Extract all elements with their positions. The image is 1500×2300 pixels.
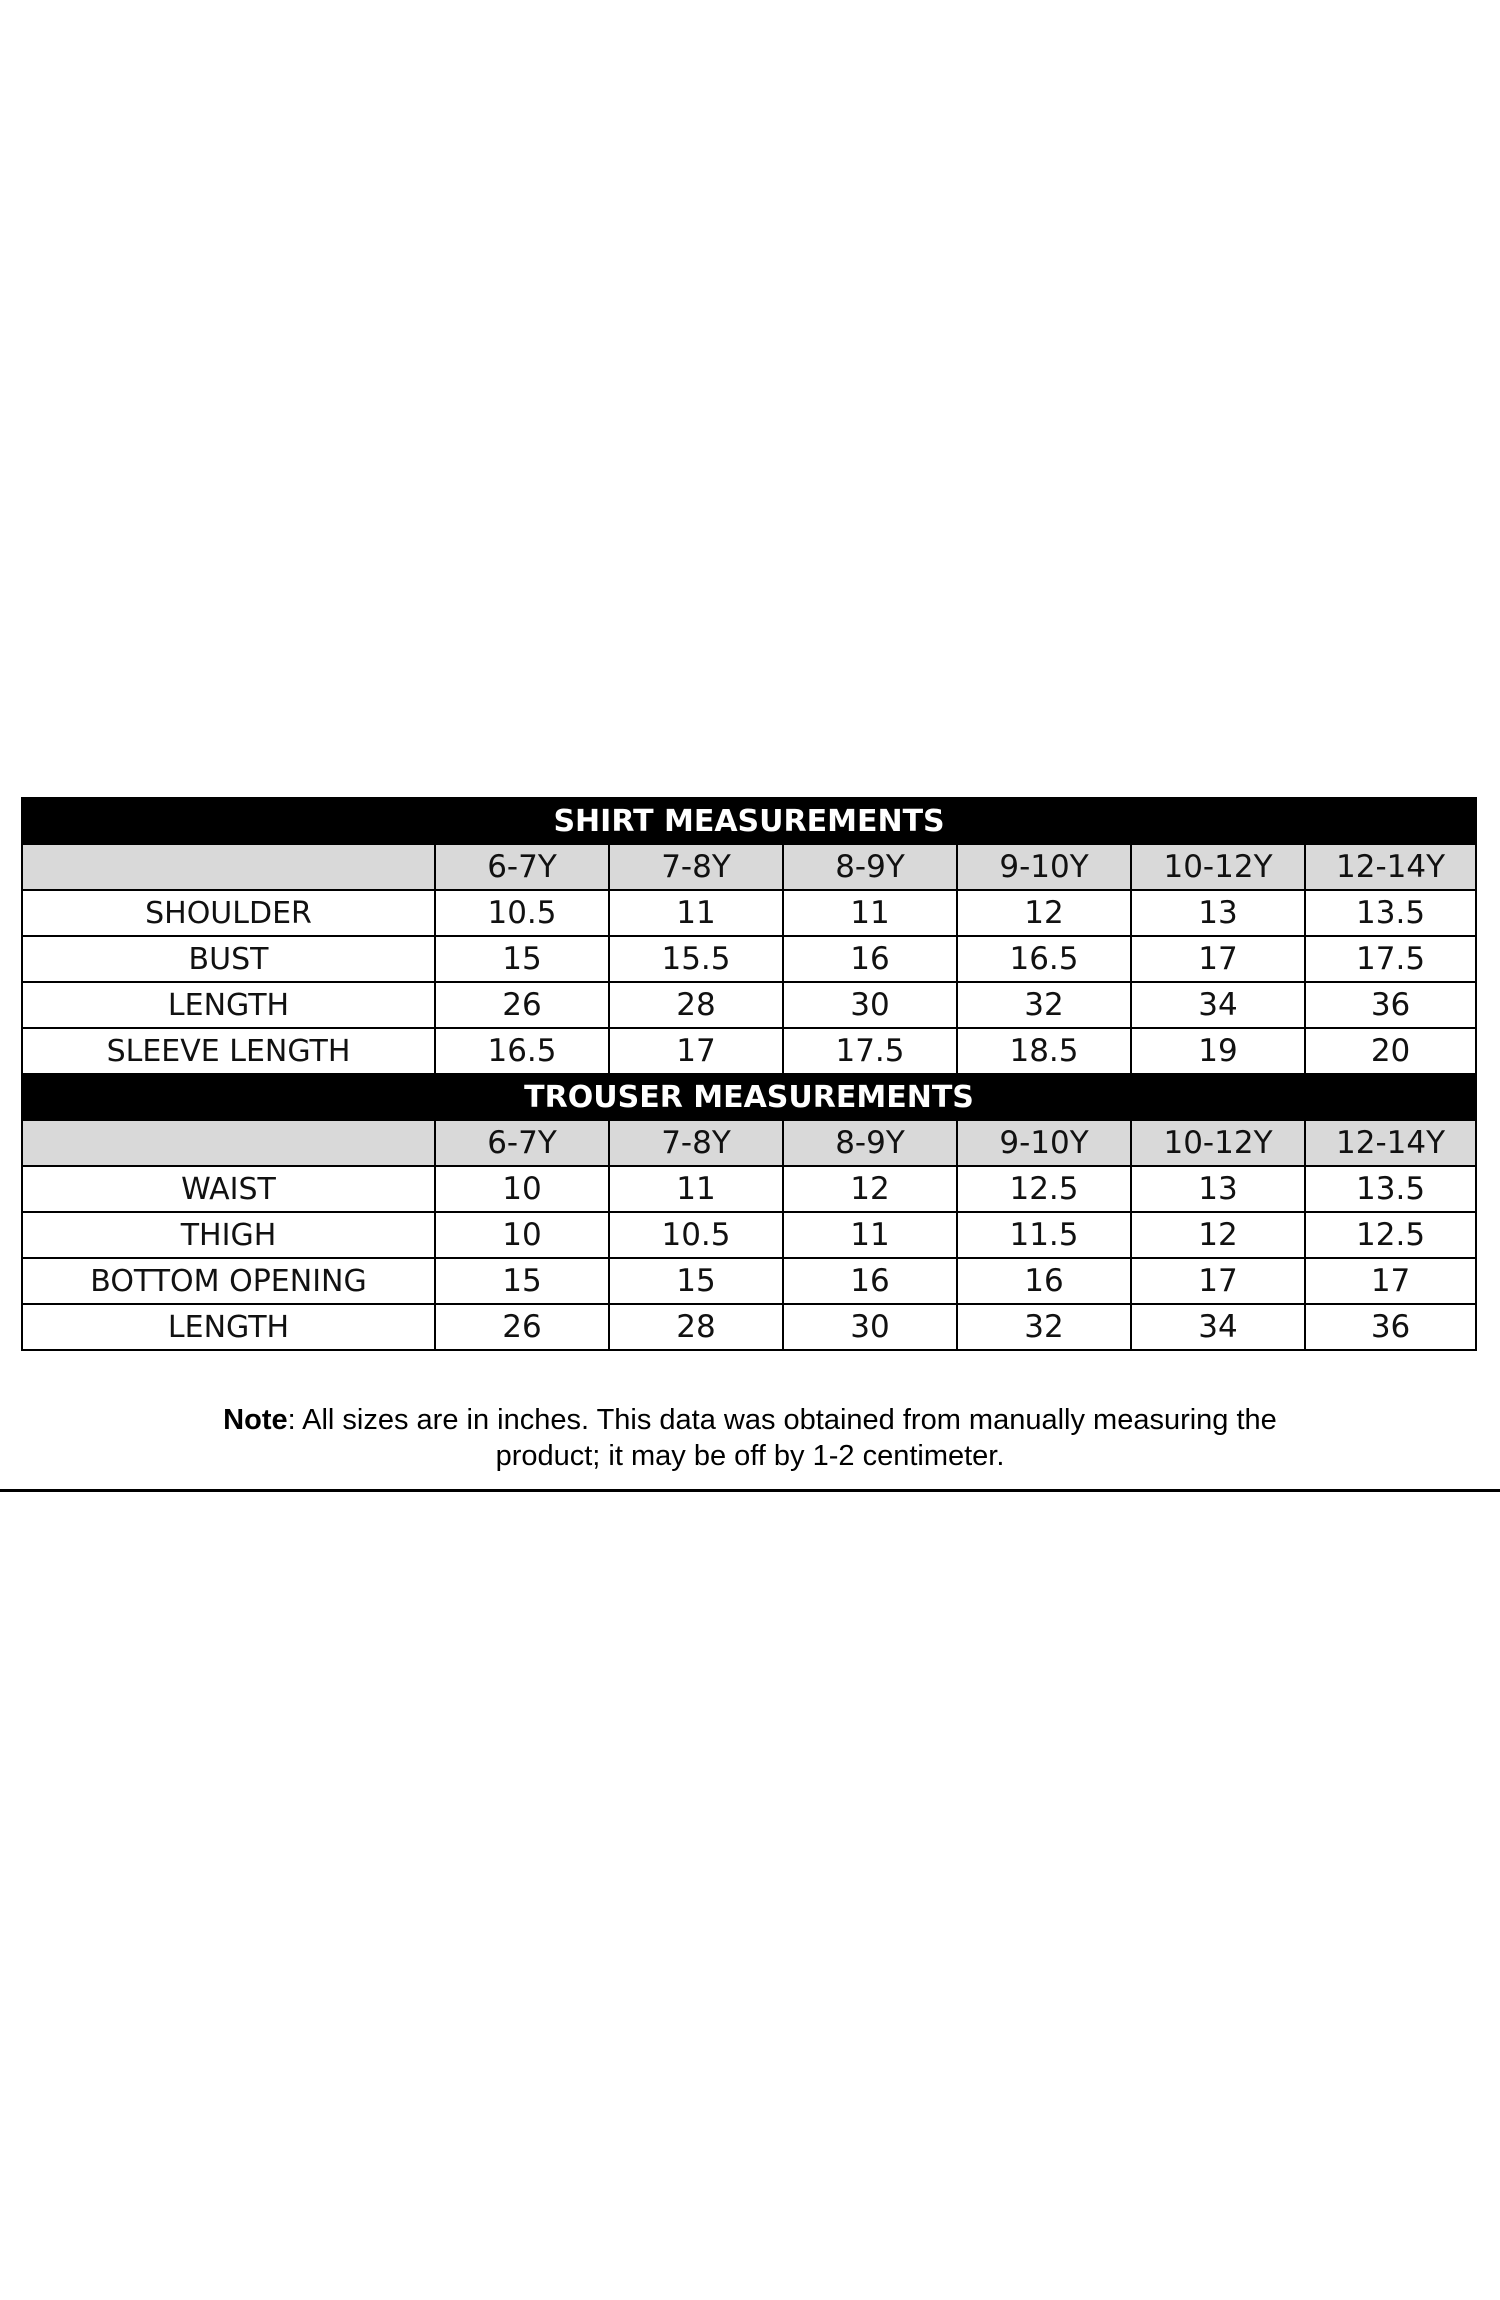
size-note [0, 1402, 1500, 1474]
table-row [22, 890, 1476, 936]
measurement-value: 36 [1305, 982, 1476, 1028]
measurement-value: 10 [435, 1166, 609, 1212]
measurement-value: 32 [957, 982, 1131, 1028]
measurement-value: 12 [783, 1166, 957, 1212]
shirt-size-header-row [22, 844, 1476, 890]
measurement-label: BOTTOM OPENING [22, 1258, 435, 1304]
table-row [22, 936, 1476, 982]
measurement-value: 13 [1131, 890, 1305, 936]
note-text: : All sizes are in inches. This data was obtained from manually measuring the [287, 1404, 1277, 1436]
measurement-value: 13.5 [1305, 1166, 1476, 1212]
table-row [22, 982, 1476, 1028]
measurement-value: 11.5 [957, 1212, 1131, 1258]
table-row [22, 1304, 1476, 1350]
measurement-value: 12.5 [1305, 1212, 1476, 1258]
size-header-cell: 12-14Y [1305, 1120, 1476, 1166]
measurement-value: 11 [609, 1166, 783, 1212]
size-header-cell: 12-14Y [1305, 844, 1476, 890]
table-row [22, 1028, 1476, 1074]
trouser-title-row [22, 1074, 1476, 1120]
size-header-cell: 6-7Y [435, 844, 609, 890]
measurement-value: 17 [1305, 1258, 1476, 1304]
shirt-section-title: SHIRT MEASUREMENTS [22, 798, 1476, 844]
measurement-value: 15 [435, 1258, 609, 1304]
measurement-label: BUST [22, 936, 435, 982]
measurement-value: 17 [1131, 1258, 1305, 1304]
note-label: Note [223, 1404, 288, 1436]
measurement-value: 36 [1305, 1304, 1476, 1350]
measurement-value: 17.5 [1305, 936, 1476, 982]
measurement-value: 18.5 [957, 1028, 1131, 1074]
measurement-value: 34 [1131, 982, 1305, 1028]
size-header-cell: 9-10Y [957, 844, 1131, 890]
measurement-value: 30 [783, 982, 957, 1028]
size-header-cell: 7-8Y [609, 1120, 783, 1166]
measurement-value: 17 [609, 1028, 783, 1074]
table-row [22, 1212, 1476, 1258]
size-header-cell: 7-8Y [609, 844, 783, 890]
measurement-value: 19 [1131, 1028, 1305, 1074]
measurement-value: 16.5 [957, 936, 1131, 982]
measurement-label: SLEEVE LENGTH [22, 1028, 435, 1074]
measurement-value: 17.5 [783, 1028, 957, 1074]
measurement-label: SHOULDER [22, 890, 435, 936]
measurement-value: 12 [957, 890, 1131, 936]
measurement-value: 11 [783, 1212, 957, 1258]
measurement-value: 16 [957, 1258, 1131, 1304]
size-header-cell: 9-10Y [957, 1120, 1131, 1166]
measurement-value: 10.5 [435, 890, 609, 936]
measurement-value: 12.5 [957, 1166, 1131, 1212]
measurement-value: 26 [435, 982, 609, 1028]
measurement-value: 16 [783, 1258, 957, 1304]
measurement-label: LENGTH [22, 1304, 435, 1350]
measurement-value: 15.5 [609, 936, 783, 982]
measurement-value: 12 [1131, 1212, 1305, 1258]
measurement-value: 16 [783, 936, 957, 982]
measurement-value: 34 [1131, 1304, 1305, 1350]
measurement-label: THIGH [22, 1212, 435, 1258]
size-header-cell: 10-12Y [1131, 1120, 1305, 1166]
measurement-value: 15 [435, 936, 609, 982]
size-header-cell: 8-9Y [783, 844, 957, 890]
size-header-cell: 8-9Y [783, 1120, 957, 1166]
bottom-divider [0, 1489, 1500, 1492]
measurement-value: 13 [1131, 1166, 1305, 1212]
table-row [22, 1258, 1476, 1304]
measurement-label: LENGTH [22, 982, 435, 1028]
measurement-value: 32 [957, 1304, 1131, 1350]
measurement-value: 10 [435, 1212, 609, 1258]
measurement-value: 13.5 [1305, 890, 1476, 936]
measurement-value: 17 [1131, 936, 1305, 982]
measurement-label: WAIST [22, 1166, 435, 1212]
trouser-section-title: TROUSER MEASUREMENTS [22, 1074, 1476, 1120]
measurement-value: 10.5 [609, 1212, 783, 1258]
shirt-title-row [22, 798, 1476, 844]
measurement-value: 28 [609, 1304, 783, 1350]
measurement-value: 28 [609, 982, 783, 1028]
note-line-2: product; it may be off by 1-2 centimeter. [495, 1440, 1005, 1472]
size-header-cell: 10-12Y [1131, 844, 1305, 890]
note-line-1 [0, 1402, 1500, 1438]
corner-cell [22, 1120, 435, 1166]
size-chart-table [21, 797, 1477, 1351]
measurement-value: 15 [609, 1258, 783, 1304]
trouser-size-header-row [22, 1120, 1476, 1166]
measurement-value: 30 [783, 1304, 957, 1350]
measurement-value: 26 [435, 1304, 609, 1350]
measurement-value: 11 [609, 890, 783, 936]
measurement-value: 11 [783, 890, 957, 936]
table-row [22, 1166, 1476, 1212]
measurement-value: 20 [1305, 1028, 1476, 1074]
measurement-value: 16.5 [435, 1028, 609, 1074]
corner-cell [22, 844, 435, 890]
size-header-cell: 6-7Y [435, 1120, 609, 1166]
